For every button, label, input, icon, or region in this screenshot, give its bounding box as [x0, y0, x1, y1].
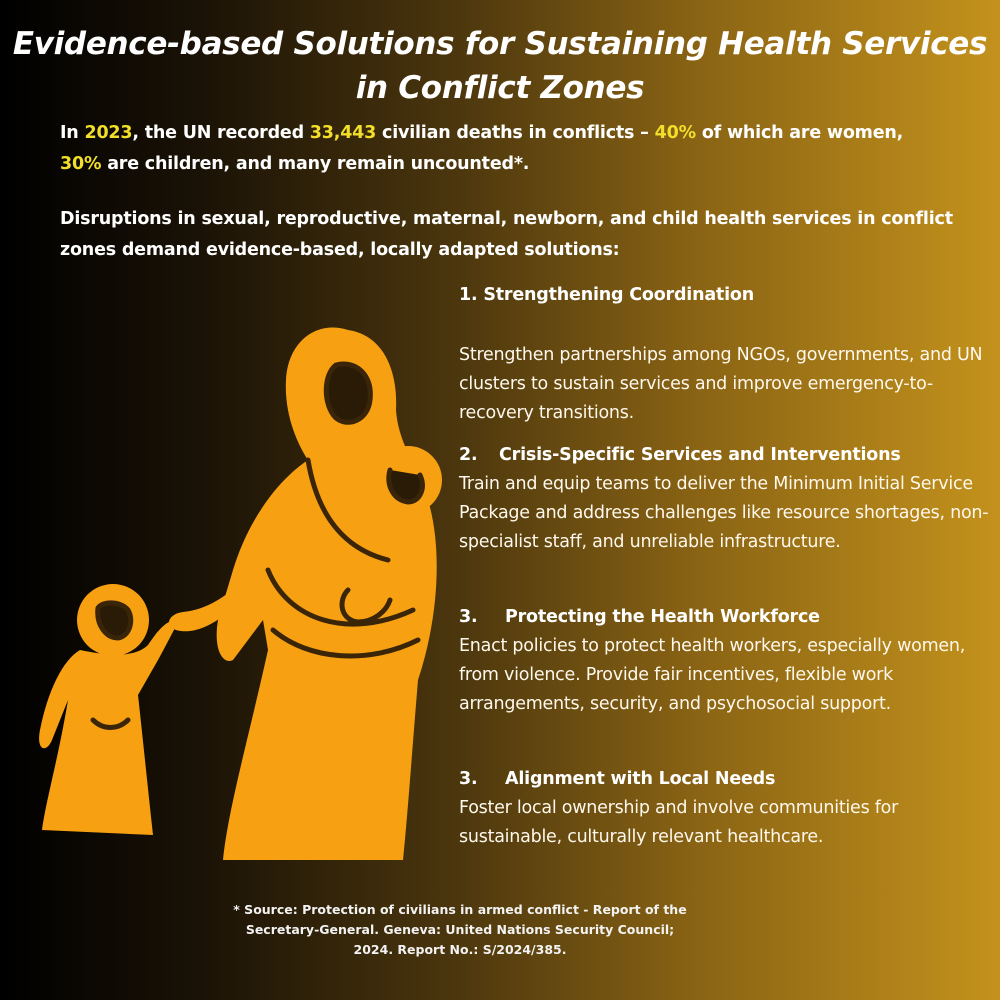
solution-number: 1. [459, 285, 478, 305]
solution-title: Strengthening Coordination [483, 285, 754, 305]
deaths-highlight: 33,443 [309, 123, 377, 143]
intro-text: , the UN recorded [132, 123, 310, 143]
source-citation [200, 900, 720, 960]
solution-body: Foster local ownership and involve communities for sustainable, culturally relevant healthcare. [459, 798, 899, 847]
solution-body: Enact policies to protect health workers, especially women, from violence. Provide fair incentives, flexible work arrangements, security, and psychosocial support. [459, 636, 966, 714]
intro-text: In [60, 123, 85, 143]
children-pct-highlight: 30% [60, 154, 102, 174]
intro-text: civilian deaths in conflicts – [376, 123, 655, 143]
year-highlight: 2023 [84, 123, 133, 143]
solution-body: Strengthen partnerships among NGOs, governments, and UN clusters to sustain services and improve emergency-to-recovery transitions. [459, 345, 983, 423]
solution-item [459, 440, 989, 557]
solution-body: Train and equip teams to deliver the Minimum Initial Service Package and address challenges like resource shortages, non-specialist staff, and unreliable infrastructure. [459, 474, 989, 552]
solution-title: Protecting the Health Workforce [505, 607, 820, 627]
solution-heading [459, 280, 989, 310]
title-line-1: Evidence-based Solutions for Sustaining Health Services [12, 26, 988, 62]
source-line: 2024. Report No.: S/2024/385. [353, 942, 567, 957]
women-pct-highlight: 40% [654, 123, 696, 143]
solution-number: 3. [459, 769, 478, 789]
source-line: * Source: Protection of civilians in armed conflict - Report of the [233, 902, 687, 917]
solution-item [459, 764, 989, 852]
source-line: Secretary-General. Geneva: United Nations Security Council; [245, 922, 675, 937]
solution-title: Crisis-Specific Services and Interventions [499, 445, 901, 465]
solution-heading [459, 440, 989, 470]
mother-with-baby-and-child-icon [18, 320, 458, 880]
intro-text: are children, and many remain uncounted*. [101, 154, 530, 174]
solution-title: Alignment with Local Needs [505, 769, 776, 789]
solution-number: 2. [459, 445, 478, 465]
solution-item [459, 602, 989, 719]
title-line-2: in Conflict Zones [355, 70, 645, 106]
solution-heading [459, 602, 989, 632]
solution-number: 3. [459, 607, 478, 627]
lead-paragraph: Disruptions in sexual, reproductive, maternal, newborn, and child health services in conflict zones demand evidence-based, locally adapted solutions: [60, 209, 953, 260]
intro-statistics [60, 118, 980, 180]
solution-heading [459, 764, 989, 794]
solution-item [459, 280, 989, 428]
intro-text: of which are women, [695, 123, 904, 143]
page-title [0, 22, 1000, 110]
